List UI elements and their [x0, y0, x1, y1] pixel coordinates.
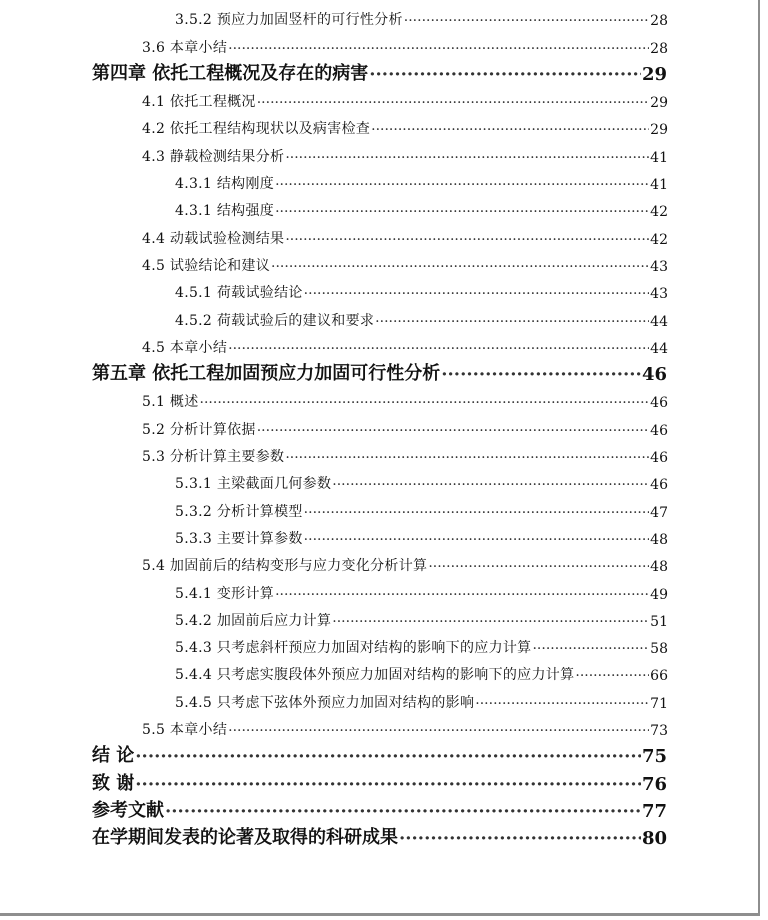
toc-leader-dots: [135, 746, 641, 767]
toc-leader-dots: [135, 774, 641, 795]
toc-leader-dots: [275, 177, 649, 193]
toc-leader-dots: [369, 64, 641, 85]
toc-entry-title: 4.5.1 荷载试验结论: [175, 285, 303, 302]
toc-references-title: 参考文献: [92, 799, 164, 821]
toc-leader-dots: [228, 41, 649, 57]
toc-publications-title: 在学期间发表的论著及取得的科研成果: [92, 827, 398, 849]
toc-entry[interactable]: [0, 550, 768, 577]
toc-leader-dots: [404, 13, 649, 29]
toc-entry-title: 3.5.2 预应力加固竖杆的可行性分析: [175, 12, 403, 29]
toc-entry[interactable]: [0, 222, 768, 249]
toc-entry-title: 3.6 本章小结: [142, 39, 228, 56]
toc-entry-page: 29: [650, 122, 668, 139]
toc-entry-title: 5.4.5 只考虑下弦体外预应力加固对结构的影响: [175, 694, 475, 711]
toc-entry[interactable]: [0, 468, 768, 495]
toc-entry[interactable]: [0, 386, 768, 413]
toc-conclusion-page: 75: [641, 746, 667, 768]
toc-leader-dots: [332, 477, 649, 493]
toc-leader-dots: [375, 314, 649, 330]
toc-entry[interactable]: [0, 250, 768, 277]
toc-entry-title: 4.3.1 结构刚度: [175, 176, 275, 193]
toc-entry-page: 51: [650, 613, 668, 630]
toc-leader-dots: [428, 559, 649, 575]
toc-entry[interactable]: [0, 168, 768, 195]
toc-entry-page: 71: [650, 695, 668, 712]
toc-leader-dots: [285, 232, 649, 248]
toc-leader-dots: [285, 150, 649, 166]
toc-entry-title: 4.1 依托工程概况: [142, 94, 256, 111]
toc-conclusion[interactable]: [0, 741, 768, 768]
toc-leader-dots: [200, 395, 650, 411]
toc-entry-title: 4.2 依托工程结构现状以及病害检查: [142, 121, 371, 138]
toc-entry-page: 28: [650, 40, 668, 57]
toc-entry-title: 5.3.2 分析计算模型: [175, 503, 303, 520]
toc-references[interactable]: [0, 796, 768, 823]
toc-publications[interactable]: [0, 823, 768, 850]
toc-acknowledgements[interactable]: [0, 768, 768, 795]
toc-chapter[interactable]: [0, 359, 768, 386]
toc-entry-page: 29: [650, 95, 668, 112]
toc-entry-title: 4.5.2 荷载试验后的建议和要求: [175, 312, 375, 329]
toc-entry-title: 4.3 静载检测结果分析: [142, 148, 285, 165]
toc-leader-dots: [275, 587, 649, 603]
toc-chapter-page: 29: [641, 63, 667, 85]
toc-entry-page: 41: [650, 149, 668, 166]
toc-entry-title: 4.5 本章小结: [142, 339, 228, 356]
toc-entry[interactable]: [0, 523, 768, 550]
toc-leader-dots: [304, 286, 650, 302]
toc-entry-title: 5.4.3 只考虑斜杆预应力加固对结构的影响下的应力计算: [175, 640, 532, 657]
toc-entry-page: 46: [650, 422, 668, 439]
toc-entry[interactable]: [0, 31, 768, 58]
toc-entry-page: 49: [650, 586, 668, 603]
toc-entry-title: 5.2 分析计算依据: [142, 421, 256, 438]
toc-entry[interactable]: [0, 714, 768, 741]
toc-entry-title: 5.5 本章小结: [142, 722, 228, 739]
toc-entry[interactable]: [0, 277, 768, 304]
toc-leader-dots: [332, 614, 649, 630]
toc-leader-dots: [441, 364, 641, 385]
toc-entry[interactable]: [0, 495, 768, 522]
toc-leader-dots: [575, 668, 649, 684]
toc-leader-dots: [165, 801, 641, 822]
toc-leader-dots: [257, 95, 649, 111]
toc-entry-page: 44: [650, 340, 668, 357]
toc-entry[interactable]: [0, 86, 768, 113]
toc-entry[interactable]: [0, 195, 768, 222]
toc-leader-dots: [271, 259, 649, 275]
toc-entry-page: 43: [650, 286, 668, 303]
toc-entry[interactable]: [0, 140, 768, 167]
toc-conclusion-title: 结 论: [92, 745, 135, 767]
toc-entry-page: 48: [650, 559, 668, 576]
toc-entry-page: 48: [650, 531, 668, 548]
toc-entry-title: 4.4 动载试验检测结果: [142, 230, 285, 247]
toc-entry[interactable]: [0, 686, 768, 713]
toc-chapter-title: 第五章 依托工程加固预应力加固可行性分析: [92, 363, 441, 385]
toc-entry-title: 5.4.2 加固前后应力计算: [175, 612, 332, 629]
toc-entry-page: 73: [650, 723, 668, 740]
toc-leader-dots: [399, 828, 641, 849]
toc-entry-title: 5.1 概述: [142, 394, 199, 411]
toc-entry[interactable]: [0, 605, 768, 632]
toc-entry-page: 46: [650, 450, 668, 467]
toc-entry-page: 58: [650, 641, 668, 658]
toc-chapter[interactable]: [0, 59, 768, 86]
toc-entry-page: 42: [650, 231, 668, 248]
toc-entry-page: 43: [650, 258, 668, 275]
toc-entry-title: 4.5 试验结论和建议: [142, 257, 271, 274]
toc-entry[interactable]: [0, 659, 768, 686]
toc-entry[interactable]: [0, 413, 768, 440]
toc-references-page: 77: [641, 800, 667, 822]
toc-entry-title: 5.4.1 变形计算: [175, 585, 275, 602]
toc-entry-page: 47: [650, 504, 668, 521]
toc-leader-dots: [285, 450, 649, 466]
toc-entry-page: 66: [650, 668, 668, 685]
toc-entry-page: 42: [650, 204, 668, 221]
toc-entry[interactable]: [0, 4, 768, 31]
toc-leader-dots: [228, 341, 649, 357]
toc-entry-title: 5.4.4 只考虑实腹段体外预应力加固对结构的影响下的应力计算: [175, 667, 575, 684]
toc-entry[interactable]: [0, 332, 768, 359]
toc-publications-page: 80: [641, 828, 667, 850]
toc-entry-title: 5.4 加固前后的结构变形与应力变化分析计算: [142, 558, 428, 575]
toc-entry[interactable]: [0, 304, 768, 331]
toc-leader-dots: [532, 641, 649, 657]
toc-entry-page: 41: [650, 177, 668, 194]
toc-leader-dots: [257, 423, 649, 439]
toc-leader-dots: [475, 696, 649, 712]
toc-entry-page: 44: [650, 313, 668, 330]
table-of-contents: [0, 4, 768, 850]
toc-chapter-page: 46: [641, 364, 667, 386]
toc-leader-dots: [304, 505, 650, 521]
toc-entry-title: 5.3.3 主要计算参数: [175, 530, 303, 547]
toc-entry-title: 5.3.1 主梁截面几何参数: [175, 476, 332, 493]
toc-entry-page: 46: [650, 395, 668, 412]
toc-entry[interactable]: [0, 113, 768, 140]
toc-entry-title: 5.3 分析计算主要参数: [142, 449, 285, 466]
toc-entry-title: 4.3.1 结构强度: [175, 203, 275, 220]
toc-entry[interactable]: [0, 577, 768, 604]
toc-leader-dots: [228, 723, 649, 739]
toc-leader-dots: [304, 532, 650, 548]
toc-entry[interactable]: [0, 632, 768, 659]
toc-entry-page: 28: [650, 13, 668, 30]
toc-acknowledgements-page: 76: [641, 773, 667, 795]
toc-chapter-title: 第四章 依托工程概况及存在的病害: [92, 62, 369, 84]
toc-leader-dots: [275, 204, 649, 220]
toc-leader-dots: [371, 122, 649, 138]
toc-entry-page: 46: [650, 477, 668, 494]
toc-entry[interactable]: [0, 441, 768, 468]
toc-acknowledgements-title: 致 谢: [92, 772, 135, 794]
